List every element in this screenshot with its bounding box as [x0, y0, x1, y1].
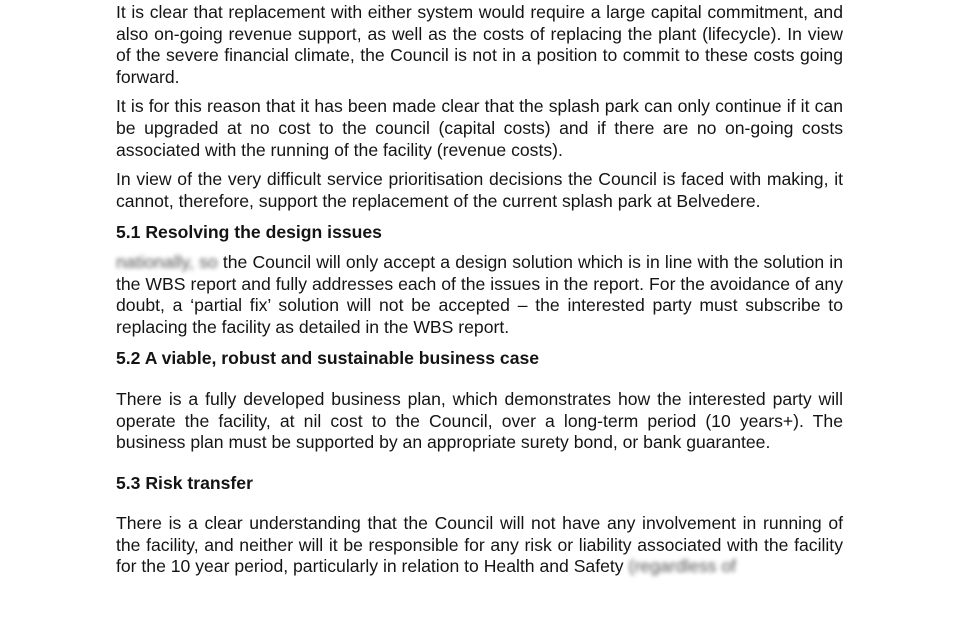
- paragraph-business-plan: There is a fully developed business plan, which demonstrates how the interested party will operate the facility, at nil cost to the Council, over a long-term period (10 years+). The business plan must be supported by an appropriate surety bond, or bank guarantee.: [116, 388, 843, 453]
- paragraph-design-solution: [116, 252, 843, 338]
- paragraph-design-solution-text: the Council will only accept a design solution which is in line with the solution in the WBS report and fully addresses each of the issues in the report. For the avoidance of any doubt, a ‘partial fix’ solution will not be accepted – the interested party must subscribe to replacing the facility as detailed in the WBS report.: [116, 251, 843, 337]
- paragraph-risk-transfer-text: There is a clear understanding that the Council will not have any involvement in running of the facility, and neither will it be responsible for any risk or liability associated with the facility for the 10 year period, particularly in relation to Health and Safety: [116, 513, 843, 577]
- document-page: [116, 2, 843, 578]
- heading-5-2: 5.2 A viable, robust and sustainable business case: [116, 348, 540, 369]
- redacted-text: nationally, so: [116, 251, 218, 272]
- heading-5-1: 5.1 Resolving the design issues: [116, 222, 382, 243]
- heading-5-3: 5.3 Risk transfer: [116, 472, 253, 493]
- paragraph-prioritisation: In view of the very difficult service prioritisation decisions the Council is faced with making, it cannot, therefore, support the replacement of the current splash park at Belvedere.: [116, 169, 843, 211]
- paragraph-risk-transfer: [116, 513, 843, 578]
- paragraph-capital-commitment: It is clear that replacement with either system would require a large capital commitment, and also on-going revenue support, as well as the costs of replacing the plant (lifecycle). In view of the severe financial climate, the Council is not in a position to commit to these costs going forward.: [116, 2, 843, 87]
- redacted-text-end: (regardless of: [628, 556, 737, 577]
- paragraph-splash-park-condition: It is for this reason that it has been made clear that the splash park can only continue if it can be upgraded at no cost to the council (capital costs) and if there are no on-going costs associated with the running of the facility (revenue costs).: [116, 96, 843, 160]
